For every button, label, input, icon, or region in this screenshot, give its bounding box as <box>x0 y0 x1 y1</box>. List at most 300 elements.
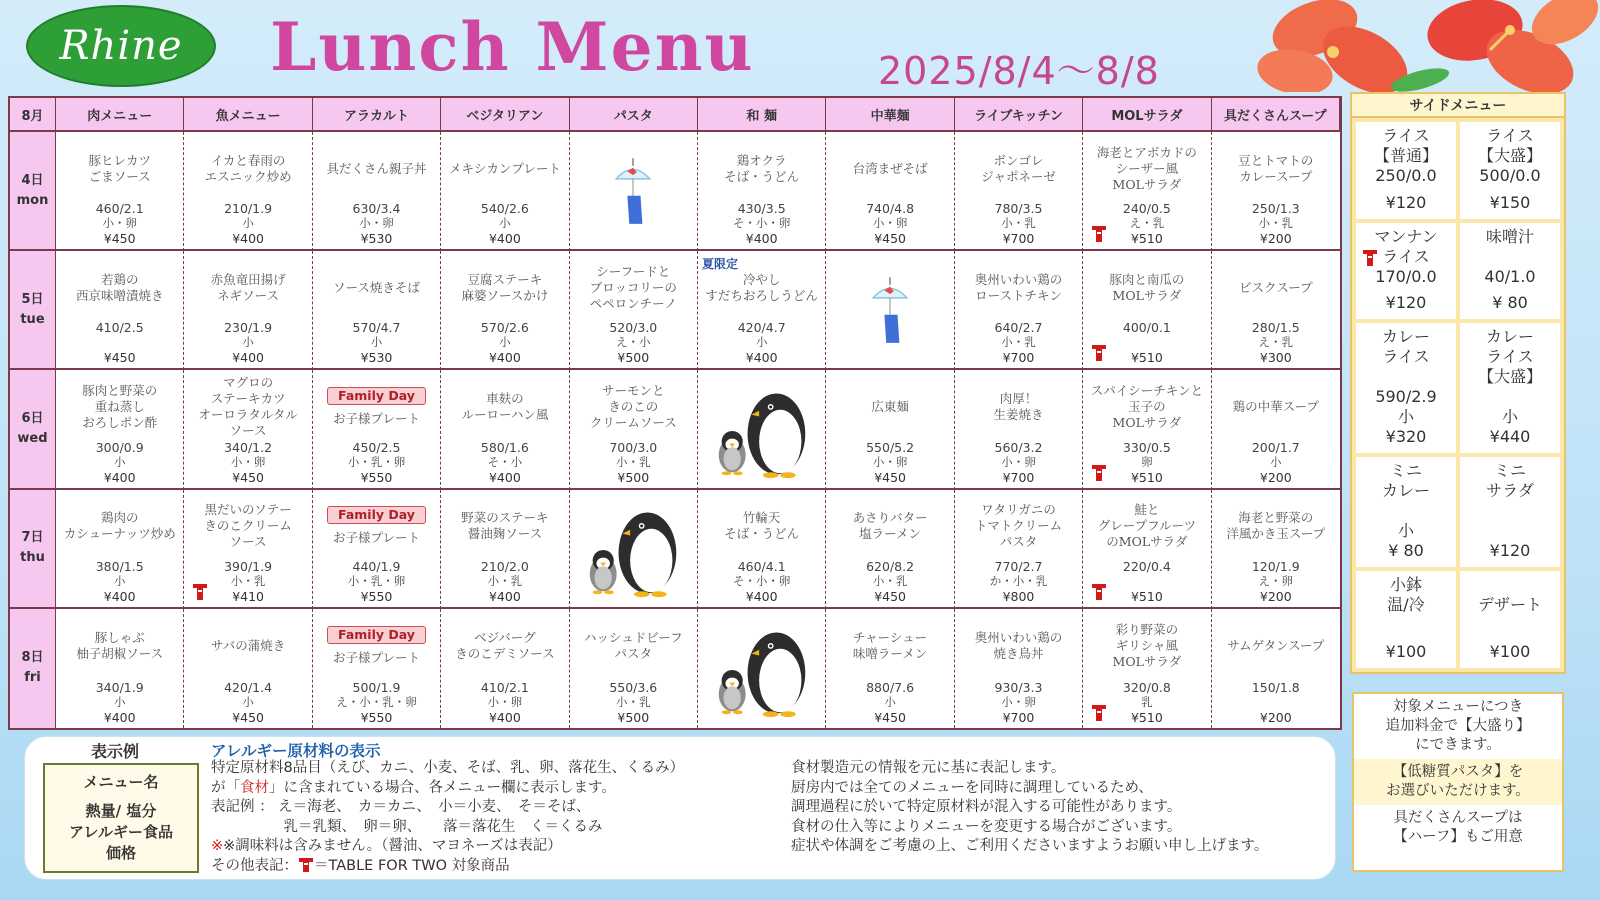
penguin-big <box>619 513 677 598</box>
day-of-week: mon <box>16 192 49 208</box>
menu-name: 鶏の中華スープ <box>1232 398 1319 414</box>
price: ¥500 <box>617 469 650 485</box>
menu-name: 鶏オクラ そば・うどん <box>724 152 800 184</box>
side-menu-item <box>1356 223 1456 320</box>
price: ¥700 <box>1002 350 1035 366</box>
menu-name: 広東麺 <box>871 398 909 414</box>
notice-line: 調理過程に於いて特定原材料が混入する可能性があります。 <box>791 799 1182 815</box>
allergy-line: 乳＝乳類、 卵＝卵、 落＝落花生 く＝くるみ <box>211 818 603 835</box>
price: ¥510 <box>1130 231 1163 247</box>
day-label <box>10 251 56 370</box>
price: ¥500 <box>617 709 650 725</box>
energy-salt: 420/1.4 <box>224 679 273 695</box>
menu-name: 若鶏の 西京味噌漬焼き <box>75 271 164 303</box>
price: ¥400 <box>745 588 778 604</box>
price: ¥200 <box>1259 709 1292 725</box>
energy-salt: 630/3.4 <box>352 201 401 217</box>
menu-item <box>184 132 312 251</box>
allergens: 小・乳 <box>616 454 651 469</box>
column-header: ライブキッチン <box>955 98 1083 132</box>
menu-name: 冷やし すだちおろしうどん <box>705 271 818 303</box>
menu-item <box>313 609 441 728</box>
menu-name: 豚しゃぶ 柚子胡椒ソース <box>76 630 164 662</box>
price: ¥530 <box>360 231 393 247</box>
side-item-price: ¥120 <box>1489 541 1531 561</box>
side-item-name: ミニ サラダ <box>1486 461 1534 501</box>
energy-salt: 340/1.2 <box>224 439 273 455</box>
allergy-line: 特定原材料8品目（えび、カニ、小麦、そば、乳、卵、落花生、くるみ） <box>211 760 685 776</box>
penguin-icon <box>707 380 817 480</box>
menu-name: 豚肉と南瓜の MOLサラダ <box>1109 271 1185 303</box>
menu-item <box>1083 609 1211 728</box>
menu-name: 黒だいのソテー きのこクリーム ソース <box>204 502 292 550</box>
allergens: 小 <box>755 335 768 350</box>
notice-line: 食材の仕入等によりメニューを変更する場合がございます。 <box>791 818 1182 835</box>
hibiscus-flower-2 <box>1423 0 1600 92</box>
price: ¥510 <box>1130 709 1163 725</box>
allergens: 小・乳・卵 <box>347 573 406 588</box>
day-of-week: fri <box>24 670 41 686</box>
menu-item <box>184 490 312 609</box>
energy-salt: 410/2.1 <box>480 679 529 695</box>
side-item-name: 小鉢 温/冷 <box>1387 575 1425 615</box>
menu-item <box>56 251 184 370</box>
price: ¥400 <box>232 231 264 247</box>
price: ¥450 <box>232 469 264 485</box>
side-item-price: ¥120 <box>1385 192 1427 212</box>
energy-salt: 380/1.5 <box>95 558 144 574</box>
family-day-badge: Family Day <box>327 506 426 524</box>
allergens: え・乳 <box>1258 335 1294 350</box>
column-header: ベジタリアン <box>441 98 569 132</box>
energy-salt: 240/0.5 <box>1122 201 1171 217</box>
menu-item <box>441 609 569 728</box>
energy-salt: 340/1.9 <box>95 679 144 695</box>
notice-line: 厨房内では全てのメニューを同時に調理しているため、 <box>791 779 1153 796</box>
menu-item <box>313 490 441 609</box>
price: ¥450 <box>874 588 906 604</box>
side-item-name: 味噌汁 40/1.0 <box>1484 226 1536 286</box>
day-number: 4日 <box>21 172 44 188</box>
table-for-two-icon <box>1091 225 1107 243</box>
price: ¥400 <box>488 588 521 604</box>
side-item-name: デザート <box>1477 595 1542 615</box>
legend-menu-name: メニュー名 <box>83 773 159 791</box>
energy-salt: 120/1.9 <box>1251 558 1300 574</box>
menu-item <box>1083 490 1211 609</box>
price: ¥510 <box>1130 350 1163 366</box>
energy-salt: 740/4.8 <box>866 201 915 217</box>
price: ¥400 <box>488 231 521 247</box>
price: ¥400 <box>103 469 136 485</box>
menu-name: シーフードと ブロッコリーの ペペロンチーノ <box>589 263 677 311</box>
price: ¥450 <box>874 709 906 725</box>
menu-item <box>1083 251 1211 370</box>
side-menu-item <box>1460 223 1560 320</box>
side-notes <box>1352 692 1564 872</box>
penguin-big <box>747 393 805 478</box>
menu-name: 肉厚！ 生姜焼き <box>993 390 1044 422</box>
side-item-price: ¥ 80 <box>1492 293 1528 313</box>
menu-name: サムゲタンスープ <box>1227 638 1325 654</box>
allergens: そ・小・卵 <box>732 216 791 231</box>
column-header: 肉メニュー <box>56 98 184 132</box>
menu-item <box>56 609 184 728</box>
allergens: 小・卵 <box>1001 694 1036 709</box>
menu-item <box>184 251 312 370</box>
menu-name: 奥州いわい鶏の ローストチキン <box>974 271 1063 303</box>
side-menu-item <box>1460 571 1560 668</box>
side-item-price: ¥150 <box>1489 192 1531 212</box>
table-for-two-icon <box>1362 249 1378 267</box>
summer-limited-label: 夏限定 <box>701 257 738 272</box>
allergens: 小 <box>242 335 254 350</box>
allergens: 小 <box>113 573 126 588</box>
menu-name: 赤魚竜田揚げ ネギソース <box>210 271 286 303</box>
energy-salt: 150/1.8 <box>1251 679 1300 695</box>
menu-item <box>698 490 826 609</box>
menu-name: ハッシュドビーフ パスタ <box>583 630 683 662</box>
energy-salt: 400/0.1 <box>1122 320 1171 336</box>
menu-item <box>570 609 698 728</box>
allergens: 小・卵 <box>230 454 266 469</box>
menu-name: 野菜のステーキ 醤油麹ソース <box>461 510 549 542</box>
price: ¥400 <box>488 469 521 485</box>
menu-item <box>313 132 441 251</box>
side-menu-item <box>1460 323 1560 453</box>
allergens: そ・小 <box>487 454 523 469</box>
allergens: え・小・乳・卵 <box>336 694 417 709</box>
legend-allergy: アレルギー食品 <box>68 823 174 841</box>
menu-name-text: お子様プレート <box>332 530 420 546</box>
table-for-two-icon <box>1091 583 1107 601</box>
energy-salt: 540/2.6 <box>480 201 529 217</box>
column-header: 魚メニュー <box>184 98 312 132</box>
side-item-name: ライス 【大盛】 500/0.0 <box>1477 126 1542 185</box>
side-item-price: ¥100 <box>1489 641 1531 661</box>
note-large-size: 対象メニューにつき 追加料金で【大盛り】 にできます。 <box>1385 699 1531 753</box>
energy-salt: 770/2.7 <box>994 558 1043 574</box>
menu-item <box>441 370 569 489</box>
date-range: 2025/8/4～8/8 <box>878 49 1160 93</box>
energy-salt: 320/0.8 <box>1122 679 1171 695</box>
allergens: 小・乳 <box>230 573 266 588</box>
allergens: 乳 <box>1141 694 1153 709</box>
side-menu-title: サイドメニュー <box>1352 94 1564 118</box>
day-number: 7日 <box>21 530 44 546</box>
menu-item <box>441 251 569 370</box>
penguin-icon <box>578 499 688 599</box>
energy-salt: 210/1.9 <box>224 201 273 217</box>
price: ¥700 <box>1002 709 1035 725</box>
energy-salt: 410/2.5 <box>95 320 144 336</box>
menu-item <box>1212 132 1340 251</box>
hibiscus-flower-1 <box>1255 0 1419 92</box>
page-title: Lunch Menu <box>270 8 755 86</box>
legend-box <box>24 736 1336 880</box>
menu-item <box>1212 490 1340 609</box>
menu-name: 豆とトマトの カレースープ <box>1238 152 1314 184</box>
menu-name: サーモンと きのこの クリームソース <box>589 382 677 430</box>
energy-salt: 220/0.4 <box>1122 558 1171 574</box>
table-for-two-icon <box>1091 344 1107 362</box>
menu-item <box>313 251 441 370</box>
side-item-name: マンナン ライス 170/0.0 <box>1374 226 1438 286</box>
allergens: 小・卵 <box>872 216 908 231</box>
menu-item <box>56 370 184 489</box>
allergens: 小 <box>370 335 383 350</box>
energy-salt: 520/3.0 <box>609 320 658 336</box>
price: ¥550 <box>360 709 393 725</box>
energy-salt: 390/1.9 <box>224 558 273 574</box>
allergens: 小 <box>113 694 126 709</box>
menu-item <box>441 132 569 251</box>
menu-name: サバの蒲焼き <box>210 638 286 654</box>
price: ¥510 <box>1130 588 1163 604</box>
day-number: 8日 <box>21 650 44 666</box>
menu-name: スパイシーチキンと 玉子の MOLサラダ <box>1090 382 1204 430</box>
day-of-week: wed <box>17 430 48 446</box>
menu-name <box>327 494 426 559</box>
menu-item <box>826 609 954 728</box>
menu-name: ボンゴレ ジャポネーゼ <box>981 152 1056 184</box>
menu-name: ワタリガニの トマトクリーム パスタ <box>974 502 1063 550</box>
table-for-two-icon <box>1091 704 1107 722</box>
menu-item <box>1083 370 1211 489</box>
legend-sample <box>43 763 199 873</box>
price: ¥410 <box>232 588 264 604</box>
side-item-price: ¥100 <box>1385 641 1427 661</box>
price: ¥400 <box>745 231 778 247</box>
price: ¥700 <box>1002 469 1035 485</box>
side-item-price: ¥320 <box>1385 427 1427 447</box>
menu-item <box>56 132 184 251</box>
energy-salt: 580/1.6 <box>480 439 529 455</box>
price: ¥400 <box>103 709 136 725</box>
menu-name: 彩り野菜の ギリシャ風 MOLサラダ <box>1112 622 1182 670</box>
menu-name: マグロの ステーキカツ オーロラタルタル ソース <box>198 374 298 438</box>
energy-salt: 570/2.6 <box>480 320 529 336</box>
menu-item <box>570 251 698 370</box>
energy-salt: 550/3.6 <box>609 679 658 695</box>
windchime-illustration <box>826 251 954 370</box>
allergens: 小・乳 <box>1001 335 1036 350</box>
side-item-name: ミニ カレー 小 <box>1381 461 1430 541</box>
menu-name: ビスクスープ <box>1238 279 1313 295</box>
price: ¥400 <box>103 588 136 604</box>
menu-item <box>313 370 441 489</box>
allergens: 小・卵 <box>102 216 137 231</box>
energy-salt: 440/1.9 <box>352 558 401 574</box>
family-day-badge: Family Day <box>327 387 426 405</box>
menu-item <box>955 490 1083 609</box>
legend-title: 表示例 <box>91 742 140 761</box>
menu-name: 竹輪天 そば・うどん <box>724 510 800 542</box>
table-for-two-icon <box>1091 464 1107 482</box>
energy-salt: 700/3.0 <box>609 439 658 455</box>
menu-name: 鮭と グレープフルーツ のMOLサラダ <box>1097 502 1197 550</box>
menu-item <box>955 251 1083 370</box>
side-menu <box>1350 92 1566 674</box>
energy-salt: 560/3.2 <box>994 439 1043 455</box>
energy-salt: 450/2.5 <box>352 439 401 455</box>
menu-item <box>1212 609 1340 728</box>
column-header: 中華麺 <box>826 98 954 132</box>
side-item-price: ¥120 <box>1385 293 1427 313</box>
energy-salt: 780/3.5 <box>994 201 1043 217</box>
allergens: 小・乳 <box>616 694 651 709</box>
price: ¥550 <box>360 588 393 604</box>
day-number: 5日 <box>21 291 44 307</box>
menu-name: メキシカンプレート <box>448 160 561 176</box>
allergens: え・小 <box>616 335 651 350</box>
notice-text <box>791 759 1268 857</box>
penguin-illustration <box>570 490 698 609</box>
menu-name: 具だくさん親子丼 <box>326 160 427 176</box>
menu-item <box>56 490 184 609</box>
price: ¥450 <box>103 350 136 366</box>
allergens: 小・乳 <box>1001 216 1036 231</box>
side-item-name: カレー ライス 【大盛】 小 <box>1477 327 1542 427</box>
price: ¥200 <box>1259 588 1292 604</box>
menu-item <box>570 370 698 489</box>
day-of-week: thu <box>20 550 45 566</box>
energy-salt: 430/3.5 <box>737 201 786 217</box>
energy-salt: 500/1.9 <box>352 679 401 695</box>
price: ¥400 <box>488 709 521 725</box>
family-day-badge: Family Day <box>327 626 426 644</box>
allergens: 小 <box>884 694 896 709</box>
menu-name: 豆腐ステーキ 麻婆ソースかけ <box>461 271 549 303</box>
allergy-text <box>211 759 684 876</box>
energy-salt: 230/1.9 <box>224 320 273 336</box>
menu-name: 鶏肉の カシューナッツ炒め <box>63 510 176 542</box>
allergens: 小 <box>242 694 254 709</box>
price: ¥450 <box>874 231 906 247</box>
energy-salt: 570/4.7 <box>352 320 401 336</box>
menu-name: 海老と野菜の 洋風かき玉スープ <box>1226 510 1326 542</box>
menu-item <box>955 132 1083 251</box>
rhine-logo: Rhine <box>26 5 216 87</box>
menu-item <box>826 132 954 251</box>
note-half-soup: 具だくさんスープは 【ハーフ】もご用意 <box>1393 810 1523 845</box>
wind-chime-icon <box>603 147 663 237</box>
allergens: 小 <box>499 335 511 350</box>
menu-name: イカと春雨の エスニック炒め <box>204 152 292 184</box>
price: ¥510 <box>1130 469 1163 485</box>
day-label <box>10 132 56 251</box>
price: ¥800 <box>1002 588 1035 604</box>
menu-name: 豚肉と野菜の 重ね蒸し おろしポン酢 <box>82 382 158 430</box>
energy-salt: 200/1.7 <box>1251 439 1300 455</box>
energy-salt: 210/2.0 <box>480 558 529 574</box>
price: ¥200 <box>1259 469 1292 485</box>
allergens: え・乳 <box>1129 216 1165 231</box>
day-of-week: tue <box>20 311 45 327</box>
price: ¥530 <box>360 350 393 366</box>
windchime-illustration <box>570 132 698 251</box>
column-header: 具だくさんスープ <box>1212 98 1340 132</box>
energy-salt: 880/7.6 <box>866 679 915 695</box>
menu-name: 奥州いわい鶏の 焼き鳥丼 <box>974 630 1063 662</box>
allergens: 小 <box>113 454 126 469</box>
menu-item <box>826 490 954 609</box>
side-item-name: カレー ライス 590/2.9 小 <box>1375 327 1437 427</box>
note-low-carb-pasta: 【低糖質パスタ】を お選びいただけます。 <box>1354 759 1562 805</box>
wind-chime-icon <box>860 266 920 356</box>
price: ¥450 <box>232 709 264 725</box>
allergens: 小・卵 <box>872 454 908 469</box>
allergens: 小 <box>1270 454 1282 469</box>
penguin-small <box>590 550 617 594</box>
notice-line: 症状や体調をご考慮の上、ご利用くださいますようお願い申し上げます。 <box>791 838 1269 854</box>
side-menu-item <box>1356 323 1456 453</box>
day-label <box>10 490 56 609</box>
side-item-price: ¥440 <box>1489 427 1531 447</box>
side-menu-item <box>1460 457 1560 567</box>
allergens: 小・乳 <box>872 573 908 588</box>
price: ¥550 <box>360 469 393 485</box>
price: ¥400 <box>488 350 521 366</box>
menu-item <box>826 370 954 489</box>
energy-salt: 640/2.7 <box>994 320 1043 336</box>
price: ¥400 <box>745 350 778 366</box>
day-label <box>10 370 56 489</box>
price: ¥300 <box>1259 350 1292 366</box>
menu-name: 車麸の ルーローハン風 <box>461 390 549 422</box>
allergens: そ・小・卵 <box>732 573 791 588</box>
menu-name: チャーシュー 味噌ラーメン <box>852 630 928 662</box>
allergy-line: が「食材」に含まれている場合、各メニュー欄に表示します。 <box>211 779 616 796</box>
menu-name: ベジバーグ きのこデミソース <box>455 630 555 662</box>
month-header: 8月 <box>10 98 56 132</box>
penguin-small <box>718 670 745 714</box>
legend-price: 価格 <box>105 844 136 862</box>
menu-item <box>1083 132 1211 251</box>
energy-salt: 460/4.1 <box>737 558 786 574</box>
allergens: 小・卵 <box>487 694 523 709</box>
menu-item <box>698 132 826 251</box>
menu-item <box>184 609 312 728</box>
allergens: 小・乳 <box>1258 216 1294 231</box>
price: ¥450 <box>103 231 136 247</box>
menu-item <box>184 370 312 489</box>
price: ¥400 <box>232 350 264 366</box>
penguin-illustration <box>698 609 826 728</box>
energy-salt: 620/8.2 <box>866 558 915 574</box>
day-label <box>10 609 56 728</box>
menu-name: 海老とアボカドの シーザー風 MOLサラダ <box>1096 144 1197 192</box>
allergens: 小・乳 <box>487 573 523 588</box>
price: ¥700 <box>1002 231 1035 247</box>
menu-item <box>441 490 569 609</box>
notice-line: 食材製造元の情報を元に基に表記します。 <box>791 760 1066 776</box>
side-menu-item <box>1460 122 1560 219</box>
menu-item <box>955 370 1083 489</box>
menu-item <box>1212 251 1340 370</box>
allergy-title: アレルギー原材料の表示 <box>211 742 381 760</box>
allergy-line: ※※調味料は含みません。（醤油、マヨネーズは表記） <box>211 838 562 854</box>
allergy-line: その他表記： ＝TABLE FOR TWO 対象商品 <box>211 857 510 874</box>
menu-name: 豚ヒレカツ ごまソース <box>88 152 151 184</box>
menu-name: 台湾まぜそば <box>852 160 928 176</box>
penguin-small <box>718 431 745 475</box>
side-item-name: ライス 【普通】 250/0.0 <box>1373 126 1438 185</box>
price: ¥200 <box>1259 231 1292 247</box>
allergens: 小 <box>242 216 254 231</box>
energy-salt: 930/3.3 <box>994 679 1043 695</box>
menu-name-text: お子様プレート <box>332 650 420 666</box>
